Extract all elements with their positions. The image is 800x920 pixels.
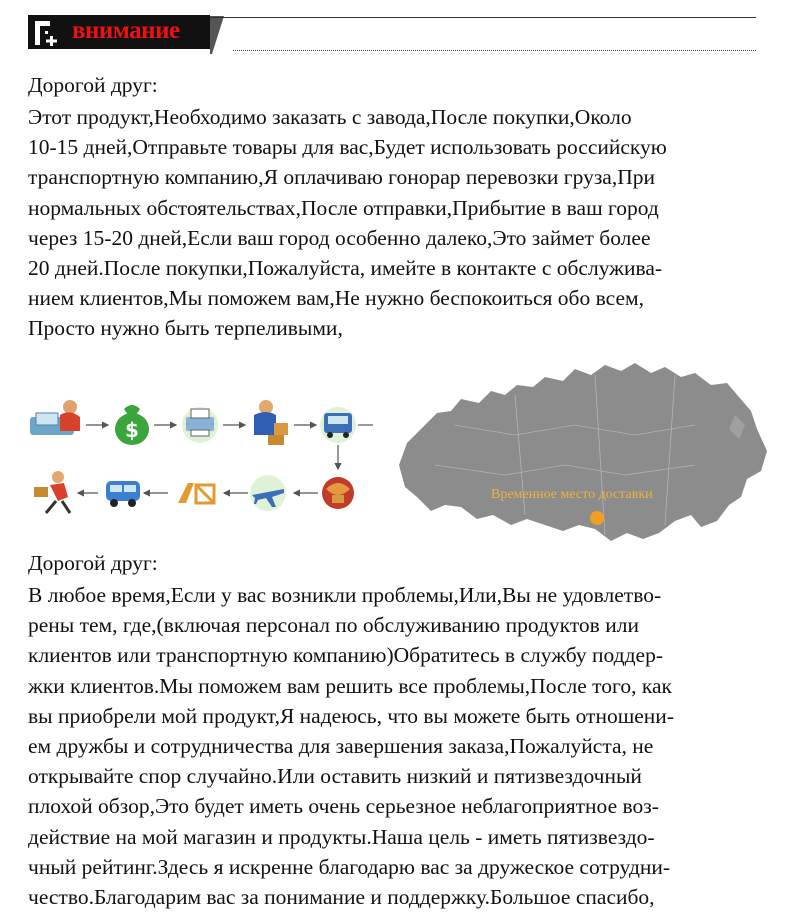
paragraph-1-line: нием клиентов,Мы поможем вам,Не нужно беспокоиться обо всем,: [28, 286, 644, 311]
airplane-icon: [250, 475, 286, 511]
attention-title: внимание: [72, 17, 180, 44]
russia-map-shape: [395, 355, 775, 555]
attention-badge: [28, 15, 210, 49]
paragraph-1-line: 10-15 дней,Отправьте товары для вас,Будет использовать российскую: [28, 135, 667, 160]
warehouse-boxes-icon: [178, 483, 214, 503]
truck-icon: [320, 407, 356, 443]
delivery-location-label: Временное место доставки: [491, 487, 653, 502]
paragraph-1-line: 20 дней.После покупки,Пожалуйста, имейте в контакте с обслужива-: [28, 256, 663, 281]
greeting-1: Дорогой друг:: [28, 73, 158, 97]
greeting-2: Дорогой друг:: [28, 551, 158, 575]
document-plus-icon: [32, 18, 64, 48]
courier-packages-icon: [254, 400, 288, 445]
attention-header: [28, 12, 758, 54]
paragraph-2-line: действие на мой магазин и продукты.Наша цель - иметь пятизвездо-: [28, 824, 655, 849]
paragraph-2-line: рены тем, где,(включая персонал по обслуживанию продуктов или: [28, 613, 639, 638]
paragraph-2-line: чество.Благодарим вас за понимание и поддержку.Большое спасибо,: [28, 885, 655, 910]
paragraph-2-line: В любое время,Если у вас возникли проблемы,Или,Вы не удовлетво-: [28, 583, 662, 607]
globe-delivery-icon: [322, 477, 354, 509]
paragraph-2-line: жки клиентов.Мы поможем вам решить все проблемы,После того, как: [28, 673, 672, 698]
printer-icon: [182, 407, 218, 443]
paragraph-1-line: транспортную компанию,Я оплачиваю гонорар перевозки груза,При: [28, 165, 656, 190]
header-dotted-line: [233, 50, 756, 51]
svg-text:$: $: [125, 418, 139, 442]
paragraph-1-line: Этот продукт,Необходимо заказать с завода,После покупки,Около: [28, 105, 632, 129]
russia-delivery-map: [395, 355, 775, 555]
paragraph-2-line: клиентов или транспортную компанию)Обратитесь в службу поддер-: [28, 643, 663, 668]
paragraph-2-line: ем дружбы и сотрудничества для завершения заказа,Пожалуйста, не: [28, 734, 654, 759]
order-process-flow: [28, 385, 378, 535]
paragraph-2: [28, 580, 674, 912]
paragraph-1-line: Просто нужно быть терпеливыми,: [28, 316, 343, 341]
header-slash: [210, 12, 240, 54]
paragraph-2-line: открывайте спор случайно.Или оставить низкий и пятизвездочный: [28, 764, 642, 789]
paragraph-2-line: плохой обзор,Это будет иметь очень серьезное неблагоприятное воз-: [28, 794, 659, 819]
customer-computer-icon: [30, 400, 80, 435]
running-courier-icon: [34, 471, 70, 513]
paragraph-1-line: через 15-20 дней,Если ваш город особенно далеко,Это займет более: [28, 225, 651, 250]
paragraph-1-line: нормальных обстоятельствах,После отправки,Прибытие в ваш город: [28, 195, 659, 220]
header-top-line: [210, 17, 756, 18]
delivery-van-icon: [106, 481, 140, 507]
paragraph-2-line: вы приобрели мой продукт,Я надеюсь, что вы можете быть отношени-: [28, 703, 674, 728]
paragraph-2-line: чный рейтинг.Здесь я искренне благодарю вас за дружеское сотрудни-: [28, 854, 671, 879]
money-bag-icon: [115, 405, 149, 445]
paragraph-1: [28, 102, 667, 344]
